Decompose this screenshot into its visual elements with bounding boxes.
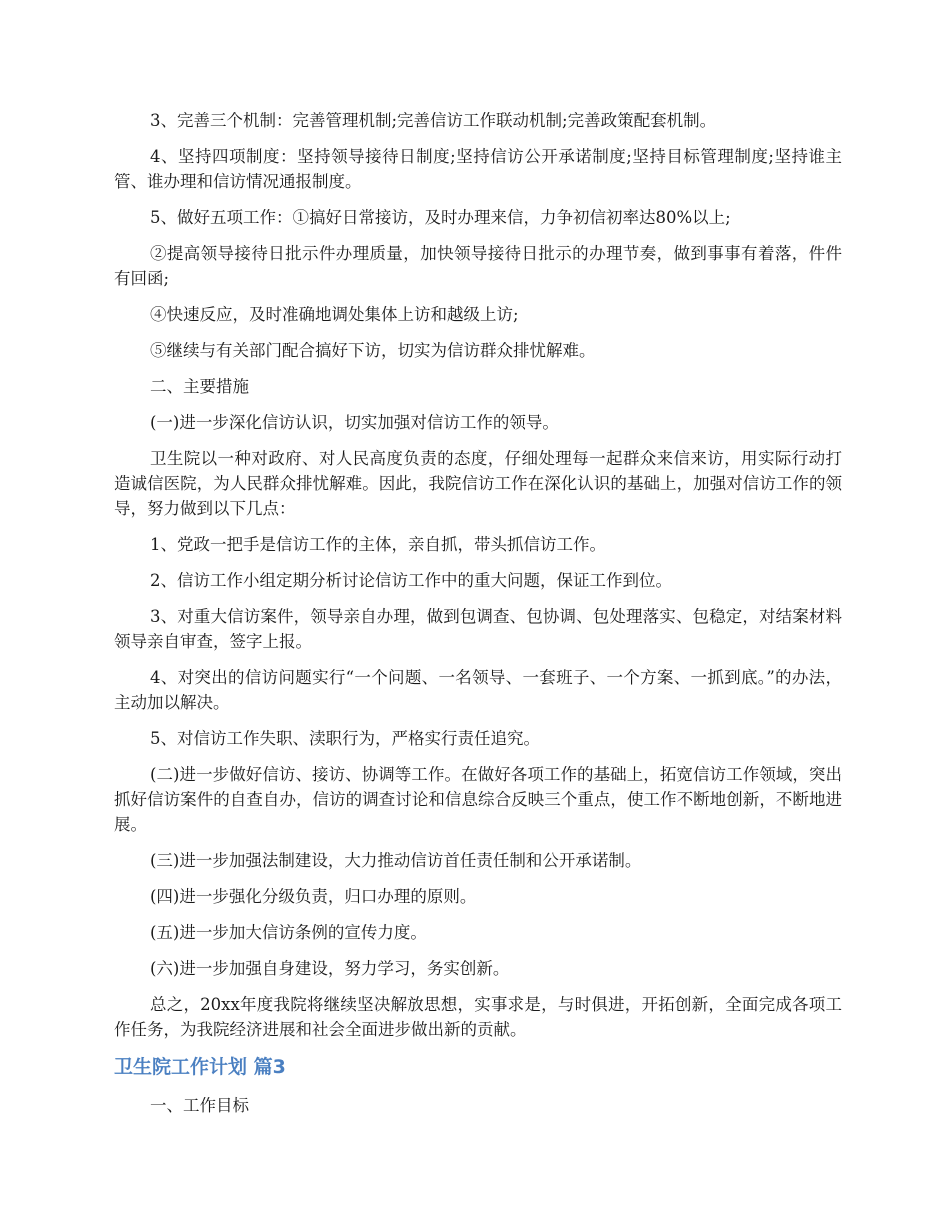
paragraph: 2、信访工作小组定期分析讨论信访工作中的重大问题，保证工作到位。 (150, 571, 672, 590)
paragraph-group-before (114, 108, 842, 1042)
paragraph: 3、完善三个机制：完善管理机制;完善信访工作联动机制;完善政策配套机制。 (150, 111, 717, 130)
section-subheading: 二、主要措施 (150, 377, 249, 396)
paragraph: (六)进一步加强自身建设，努力学习，务实创新。 (150, 959, 510, 978)
paragraph: 5、做好五项工作：①搞好日常接访，及时办理来信，力争初信初率达80%以上; (150, 208, 731, 227)
paragraph: (四)进一步强化分级负责，归口办理的原则。 (150, 887, 477, 906)
paragraph: ④快速反应，及时准确地调处集体上访和越级上访; (150, 305, 519, 324)
section-subheading: 一、工作目标 (150, 1096, 249, 1115)
paragraph: 5、对信访工作失职、渎职行为，严格实行责任追究。 (150, 729, 540, 748)
paragraph: 4、坚持四项制度：坚持领导接待日制度;坚持信访公开承诺制度;坚持目标管理制度;坚持谁主管、谁办理和信访情况通报制度。 (114, 147, 842, 191)
paragraph: 总之，20xx年度我院将继续坚决解放思想，实事求是，与时俱进，开拓创新，全面完成各项工作任务，为我院经济进展和社会全面进步做出新的贡献。 (114, 995, 842, 1039)
paragraph: 4、对突出的信访问题实行“一个问题、一名领导、一套班子、一个方案、一抓到底。”的办法，主动加以解决。 (114, 668, 842, 712)
paragraph-group-after (114, 1093, 842, 1118)
document-page (114, 108, 842, 1129)
paragraph: (二)进一步做好信访、接访、协调等工作。在做好各项工作的基础上，拓宽信访工作领域，突出抓好信访案件的自查自办，信访的调查讨论和信息综合反映三个重点，使工作不断地创新，不断地进展。 (114, 765, 842, 834)
paragraph: 3、对重大信访案件，领导亲自办理，做到包调查、包协调、包处理落实、包稳定，对结案材料领导亲自审查，签字上报。 (114, 607, 842, 651)
paragraph: 1、党政一把手是信访工作的主体，亲自抓，带头抓信访工作。 (150, 535, 606, 554)
paragraph: (一)进一步深化信访认识，切实加强对信访工作的领导。 (150, 413, 559, 432)
paragraph: ②提高领导接待日批示件办理质量，加快领导接待日批示的办理节奏，做到事事有着落，件件有回函; (114, 244, 842, 288)
paragraph: (三)进一步加强法制建设，大力推动信访首任责任制和公开承诺制。 (150, 851, 642, 870)
paragraph: ⑤继续与有关部门配合搞好下访，切实为信访群众排忧解难。 (150, 341, 596, 360)
paragraph: (五)进一步加大信访条例的宣传力度。 (150, 923, 427, 942)
section-heading: 卫生院工作计划 篇3 (114, 1056, 286, 1078)
paragraph: 卫生院以一种对政府、对人民高度负责的态度，仔细处理每一起群众来信来访，用实际行动打造诚信医院，为人民群众排忧解难。因此，我院信访工作在深化认识的基础上，加强对信访工作的领导，努力做到以下几点： (114, 449, 842, 518)
